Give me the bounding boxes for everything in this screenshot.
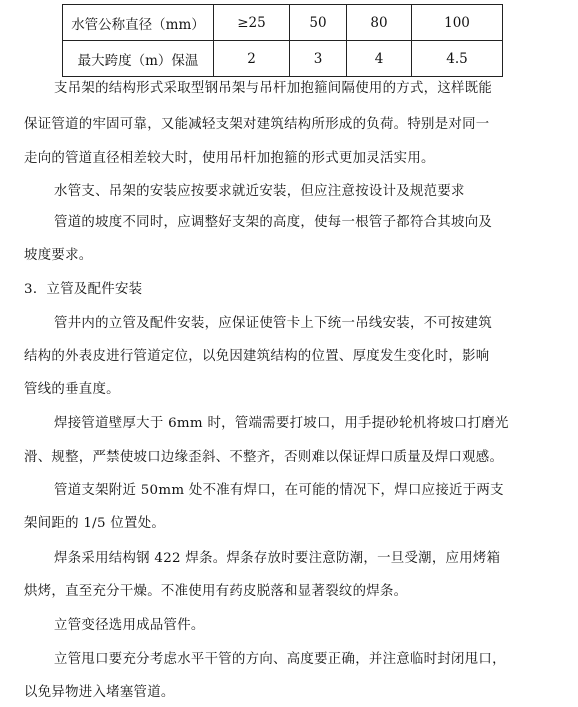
table-cell: 80 [347, 5, 412, 41]
table-cell: 100 [412, 5, 503, 41]
paragraph-line: 支吊架的结构形式采取型钢吊架与吊杆加抱箍间隔使用的方式，这样既能 [54, 81, 493, 96]
table-cell: 4 [347, 41, 412, 77]
paragraph-line: 结构的外表皮进行管道定位，以免因建筑结构的位置、厚度发生变化时，影响 [24, 349, 490, 364]
table-cell: 2 [214, 41, 290, 77]
table-cell: 3 [290, 41, 347, 77]
table-cell: 最大跨度（m）保温 [63, 41, 214, 77]
paragraph-line: 架间距的 1/5 位置处。 [24, 516, 166, 531]
paragraph-line: 管井内的立管及配件安装，应保证使管卡上下统一吊线安装，不可按建筑 [54, 316, 493, 331]
table-cell: ≥25 [214, 5, 290, 41]
paragraph-line: 管道支架附近 50mm 处不准有焊口，在可能的情况下，焊口应接近于两支 [54, 483, 504, 498]
paragraph-line: 坡度要求。 [24, 248, 93, 263]
paragraph-line: 保证管道的牢固可靠，又能减轻支架对建筑结构所形成的负荷。特别是对同一 [24, 117, 490, 132]
table-cell: 水管公称直径（mm） [63, 5, 214, 41]
paragraph-line: 烘烤，直至充分干燥。不准使用有药皮脱落和显著裂纹的焊条。 [24, 584, 408, 599]
table-row [63, 5, 503, 41]
section-heading: 3．立管及配件安装 [24, 282, 143, 297]
table-cell: 50 [290, 5, 347, 41]
pipe-span-table [62, 4, 503, 77]
table-cell: 4.5 [412, 41, 503, 77]
table-row [63, 41, 503, 77]
paragraph-line: 管道的坡度不同时，应调整好支架的高度，使每一根管子都符合其坡向及 [54, 215, 493, 230]
paragraph-line: 立管变径选用成品管件。 [54, 618, 205, 633]
paragraph-line: 以免异物进入堵塞管道。 [24, 685, 175, 700]
paragraph-line: 走向的管道直径相差较大时，使用吊杆加抱箍的形式更加灵活实用。 [24, 151, 435, 166]
paragraph-line: 焊条采用结构钢 422 焊条。焊条存放时要注意防潮，一旦受潮，应用烤箱 [54, 551, 501, 566]
paragraph-line: 滑、规整，严禁使坡口边缘歪斜、不整齐，否则难以保证焊口质量及焊口观感。 [24, 450, 504, 465]
paragraph-line: 立管甩口要充分考虑水平干管的方向、高度要正确，并注意临时封闭甩口， [54, 652, 506, 667]
paragraph-line: 焊接管道壁厚大于 6mm 时，管端需要打坡口，用手提砂轮机将坡口打磨光 [54, 416, 509, 431]
paragraph-line: 水管支、吊架的安装应按要求就近安装，但应注意按设计及规范要求 [54, 184, 465, 199]
paragraph-line: 管线的垂直度。 [24, 382, 120, 397]
